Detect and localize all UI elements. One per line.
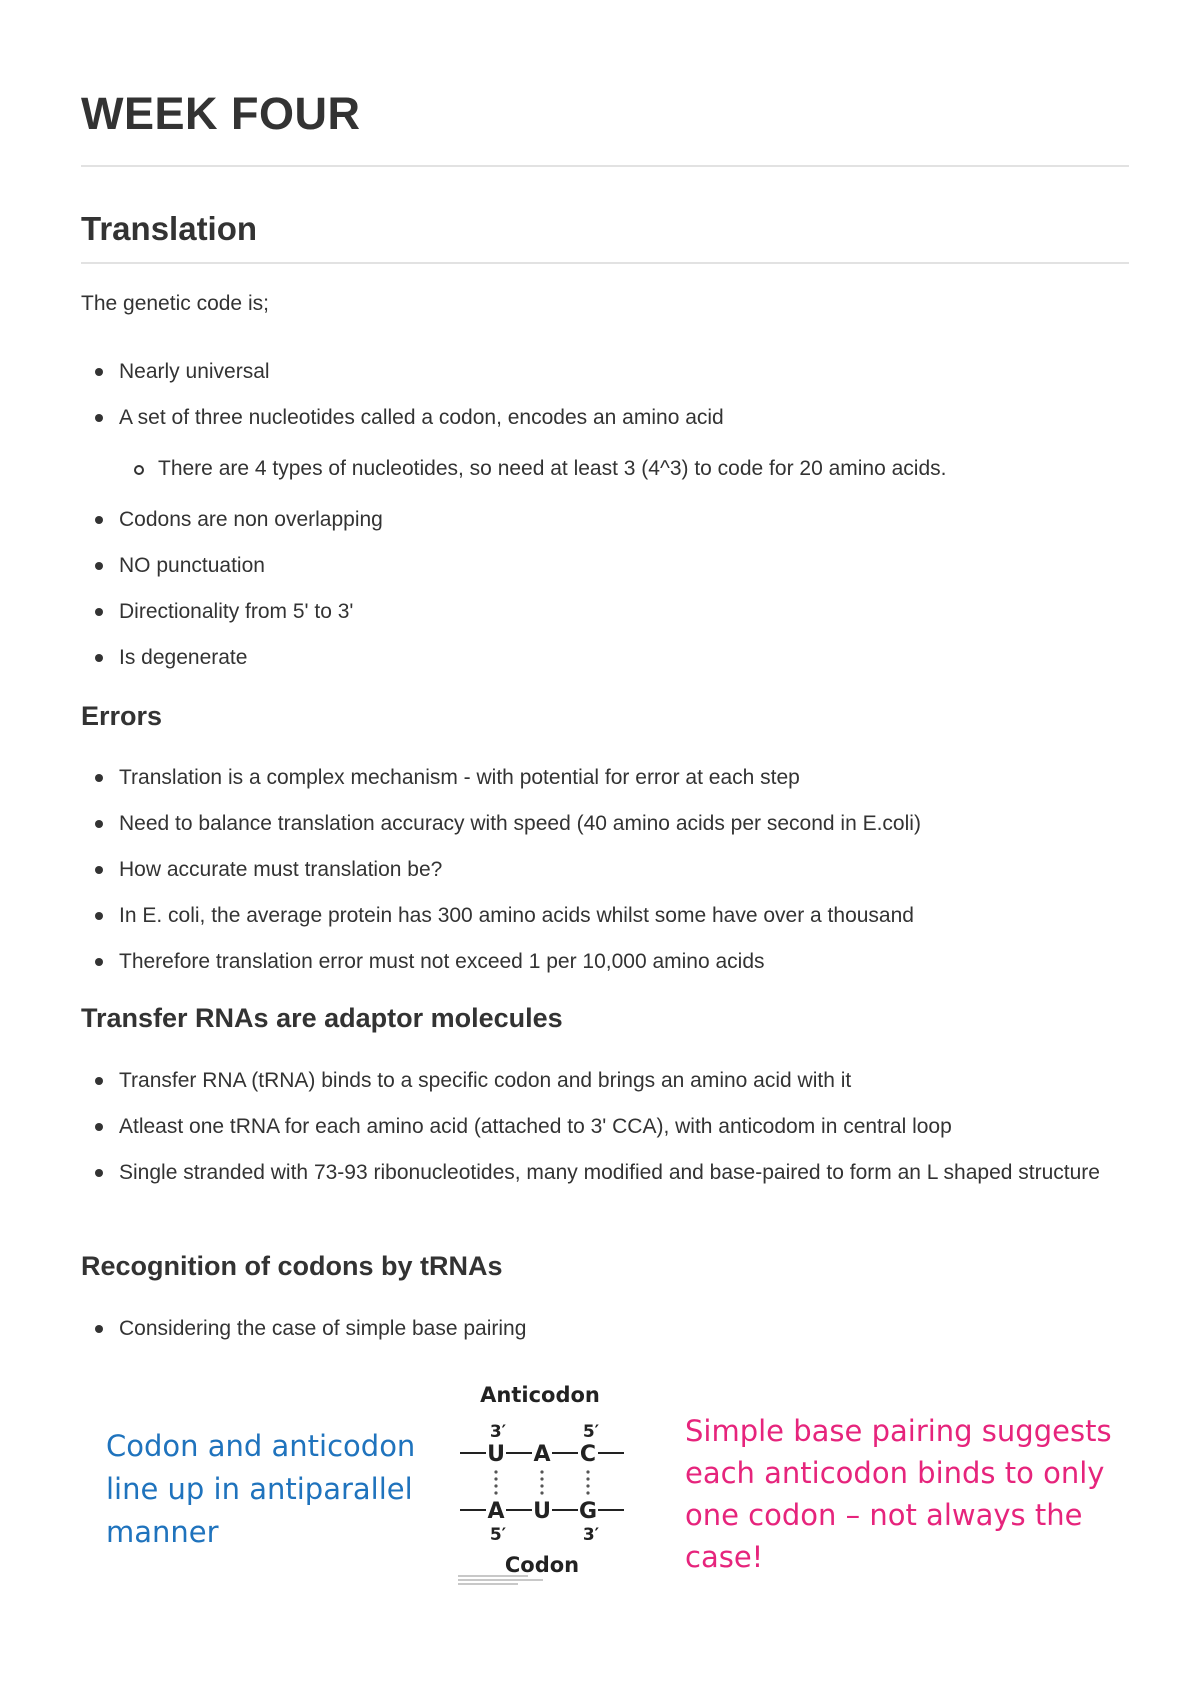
recognition-heading: Recognition of codons by tRNAs (81, 1251, 503, 1281)
list-item-text: How accurate must translation be? (119, 858, 443, 881)
hollow-bullet-icon (134, 465, 144, 475)
codon-5prime-label: 5′ (489, 1525, 507, 1545)
page-title: WEEK FOUR (81, 88, 361, 139)
list-item-text: Single stranded with 73-93 ribonucleotides, many modified and base-paired to form an L shaped structure (119, 1161, 1100, 1184)
list-item-text: Need to balance translation accuracy with speed (40 amino acids per second in E.coli) (119, 812, 921, 835)
errors-heading: Errors (81, 701, 163, 731)
bullet-icon (95, 608, 103, 616)
bullet-icon (95, 866, 103, 874)
list-item (81, 643, 1129, 673)
list-item-text: Atleast one tRNA for each amino acid (attached to 3' CCA), with anticodom in central loop (119, 1115, 952, 1138)
bullet-icon (95, 820, 103, 828)
list-item (81, 551, 1129, 581)
bullet-icon (95, 912, 103, 920)
bullet-icon (95, 414, 103, 422)
list-item (81, 597, 1129, 627)
anticodon-base: U (487, 1442, 505, 1467)
bullet-icon (95, 516, 103, 524)
list-item (81, 1066, 1129, 1096)
list-item (81, 357, 1129, 387)
trna-heading: Transfer RNAs are adaptor molecules (81, 1003, 563, 1033)
list-item-text: Directionality from 5' to 3' (119, 600, 354, 623)
bullet-icon (95, 774, 103, 782)
list-item (81, 1314, 1129, 1344)
codon-base: A (487, 1499, 505, 1524)
bullet-icon (95, 562, 103, 570)
list-item (81, 763, 1129, 793)
bullet-icon (95, 1077, 103, 1085)
antiparallel-note: Codon and anticodon line up in antiparallel manner (106, 1429, 416, 1549)
list-item-text: Nearly universal (119, 360, 270, 383)
bullet-icon (95, 368, 103, 376)
anticodon-base: A (533, 1442, 551, 1467)
list-item-text: A set of three nucleotides called a codon, encodes an amino acid (119, 406, 724, 429)
list-item-text: Transfer RNA (tRNA) binds to a specific codon and brings an amino acid with it (119, 1069, 852, 1092)
list-item-text: Therefore translation error must not exceed 1 per 10,000 amino acids (119, 950, 765, 973)
list-item (81, 1112, 1129, 1142)
bullet-icon (95, 654, 103, 662)
section-divider (81, 262, 1129, 264)
codon-label: Codon (504, 1553, 580, 1575)
list-item-text: There are 4 types of nucleotides, so need at least 3 (4^3) to code for 20 amino acids. (158, 457, 947, 480)
list-item-text: In E. coli, the average protein has 300 amino acids whilst some have over a thousand (119, 904, 914, 927)
errors-list (81, 763, 1129, 977)
nested-list-item (81, 454, 1129, 484)
list-item (81, 505, 1129, 535)
bullet-icon (95, 1325, 103, 1333)
section-heading-translation: Translation (81, 210, 258, 247)
base-pair-dots (494, 1470, 589, 1494)
list-item (81, 1155, 1129, 1191)
list-item (81, 809, 1129, 839)
list-item-text: Translation is a complex mechanism - with potential for error at each step (119, 766, 800, 789)
anticodon-5prime-label: 5′ (582, 1422, 600, 1442)
list-item (81, 901, 1129, 931)
genetic-code-list (81, 357, 1129, 673)
list-item (81, 855, 1129, 885)
list-item (81, 947, 1129, 977)
anticodon-3prime-label: 3′ (489, 1422, 507, 1442)
codon-anticodon-diagram (450, 1375, 640, 1575)
trna-list (81, 1066, 1129, 1191)
title-divider (81, 165, 1129, 167)
list-item-text: Is degenerate (119, 646, 248, 669)
codon-3prime-label: 3′ (582, 1525, 600, 1545)
anticodon-base: C (579, 1442, 597, 1467)
base-pairing-note: Simple base pairing suggests each anticodon binds to only one codon – not always the case! (685, 1414, 1112, 1574)
list-item-text: Considering the case of simple base pairing (119, 1317, 527, 1340)
list-item-text: Codons are non overlapping (119, 508, 383, 531)
intro-text: The genetic code is; (81, 292, 269, 315)
codon-base: U (533, 1499, 551, 1524)
bullet-icon (95, 958, 103, 966)
figure-fine-print (458, 1575, 548, 1585)
recognition-list (81, 1314, 1129, 1344)
anticodon-label: Anticodon (480, 1383, 600, 1407)
bullet-icon (95, 1169, 103, 1177)
list-item (81, 403, 1129, 433)
codon-base: G (578, 1499, 598, 1524)
list-item-text: NO punctuation (119, 554, 265, 577)
bullet-icon (95, 1123, 103, 1131)
